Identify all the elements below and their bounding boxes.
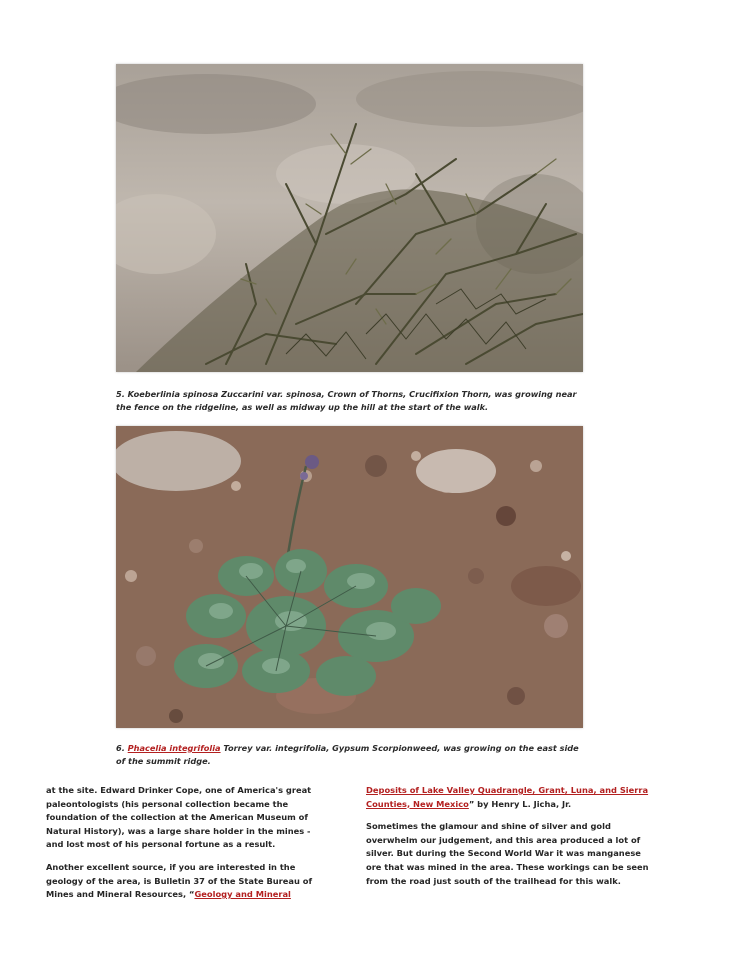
paragraph <box>366 784 656 811</box>
caption-text: var. spinosa, Crown of Thorns, Crucifixion Thorn, was growing near the fence on the ridgeline, as well as midway up the hill at the start of the walk. <box>116 389 577 412</box>
caption-figure-5 <box>116 388 586 414</box>
right-column <box>366 784 656 897</box>
bulletin-link-continued[interactable]: Deposits of Lake Valley Quadrangle, Grant, Luna, and Sierra Counties, New Mexico <box>366 785 649 809</box>
paragraph: Sometimes the glamour and shine of silver and gold overwhelm our judgement, and this area produced a lot of silver. But during the Second World War it was manganese ore that was mined in the area. These workings can be seen from the road just south of the trailhead for this walk. <box>366 821 649 886</box>
photo-phacelia <box>116 426 583 728</box>
phacelia-image <box>116 426 583 728</box>
bulletin-link[interactable]: Geology and Mineral <box>194 889 291 900</box>
author-text: ” by Henry L. Jicha, Jr. <box>468 798 572 809</box>
left-column <box>46 784 328 911</box>
crown-of-thorns-image <box>116 64 583 372</box>
caption-text: Torrey var. integrifolia, Gypsum Scorpionweed, was growing on the east side of the summit ridge. <box>116 743 579 766</box>
caption-species: Koeberlinia spinosa Zuccarini <box>127 389 264 399</box>
species-link[interactable]: Phacelia integrifolia <box>127 743 221 753</box>
paragraph <box>46 861 328 902</box>
caption-number: 5. <box>116 389 125 399</box>
photo-crown-of-thorns <box>116 64 583 372</box>
paragraph: at the site. Edward Drinker Cope, one of America's great paleontologists (his personal collection became the foundation of the collection at the American Museum of Natural History), was a large share holder in the mines - and lost most of his personal fortune as a result. <box>46 785 312 850</box>
caption-number: 6. <box>116 743 125 753</box>
paragraph-text: Another excellent source, if you are interested in the geology of the area, is Bulletin 37 of the State Bureau of Mines and Mineral Resources, “ <box>46 861 313 900</box>
caption-figure-6 <box>116 742 586 768</box>
